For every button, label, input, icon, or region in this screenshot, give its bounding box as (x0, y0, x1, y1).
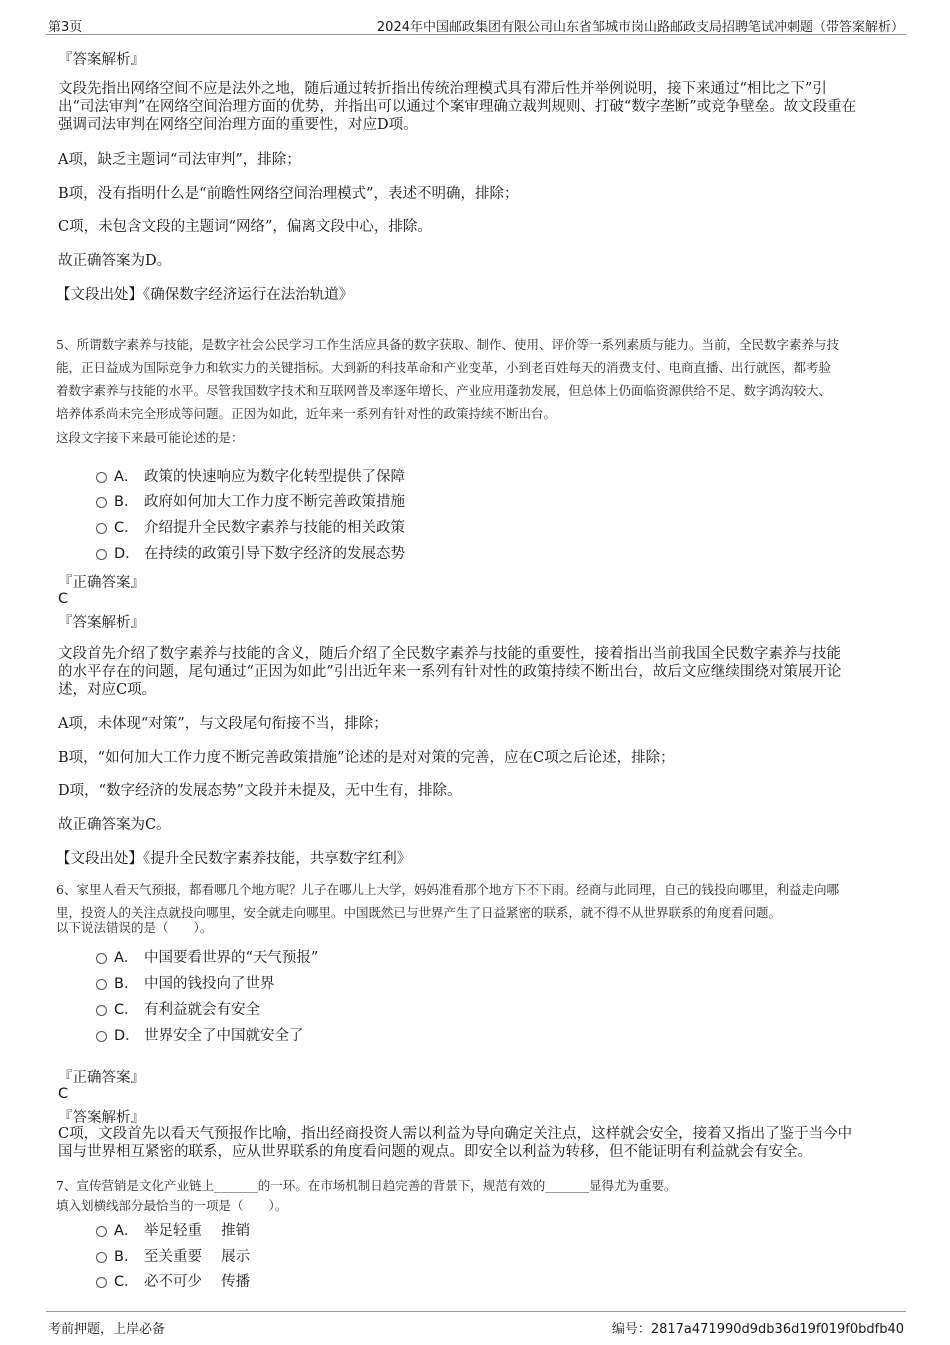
option-label: B． (114, 1249, 139, 1265)
radio-button[interactable] (96, 979, 107, 990)
radio-button[interactable] (96, 549, 107, 560)
radio-button[interactable] (96, 1277, 107, 1288)
correct-answer-label: 『正确答案』 (58, 1070, 145, 1086)
option-label: D． (114, 546, 140, 562)
document-title: 2024年中国邮政集团有限公司山东省邹城市岗山路邮政支局招聘笔试冲刺题（带答案解析） (376, 20, 904, 35)
option-label: B． (114, 494, 139, 510)
q7-stem: 7、宣传营销是文化产业链上_______的一环。在市场机制日趋完善的背景下，规范有效的_______显得尤为重要。 (56, 1178, 677, 1193)
q5-answer: C (58, 591, 69, 607)
text-line: 里，投资人的关注点就投向哪里，安全就走向哪里。中国既然已与世界产生了日益紧密的联系，就不得不从世界联系的角度看问题。 (56, 905, 782, 920)
q7-question: 填入划横线部分最恰当的一项是（ ）。 (56, 1198, 288, 1213)
radio-button[interactable] (96, 1031, 107, 1042)
text-line: 着数字素养与技能的水平。尽管我国数字技术和互联网普及率逐年增长、产业应用蓬勃发展，但总体上仍面临资源供给不足、数字鸿沟较大、 (56, 383, 832, 398)
option-text: 举足轻重 推销 (144, 1223, 251, 1239)
radio-button[interactable] (96, 523, 107, 534)
option-label: D． (114, 1028, 140, 1044)
option-text: 政策的快速响应为数字化转型提供了保障 (144, 469, 405, 485)
option-label: A． (114, 950, 139, 966)
q4-option-c-note: C项，未包含文段的主题词“网络”，偏离文段中心，排除。 (58, 219, 432, 235)
option-text: 至关重要 展示 (144, 1249, 251, 1265)
q6-option-b[interactable] (96, 972, 596, 992)
q5-option-d-note: D项，“数字经济的发展态势”文段并未提及，无中生有，排除。 (58, 783, 462, 799)
text-line: 述，对应C项。 (58, 682, 157, 698)
correct-answer-label: 『正确答案』 (58, 575, 145, 591)
radio-button[interactable] (96, 1252, 107, 1263)
q6-analysis (58, 1125, 894, 1161)
q5-question: 这段文字接下来最可能论述的是： (56, 430, 244, 445)
q6-option-d[interactable] (96, 1024, 596, 1044)
page-number: 第3页 (48, 20, 83, 35)
q4-analysis (58, 80, 894, 134)
q6-option-c[interactable] (96, 998, 596, 1018)
text-line: 出“司法审判”在网络空间治理方面的优势，并指出可以通过个案审理确立裁判规则、打破“数字垄断”或竞争壁垒。故文段重在 (58, 99, 857, 115)
option-label: A． (114, 469, 139, 485)
q4-source: 【文段出处】《确保数字经济运行在法治轨道》 (56, 287, 354, 303)
page-header (46, 14, 906, 35)
q6-stem (56, 878, 896, 924)
option-text: 必不可少 传播 (144, 1274, 251, 1290)
radio-button[interactable] (96, 1005, 107, 1016)
option-text: 中国的钱投向了世界 (144, 976, 275, 992)
option-label: C． (114, 1274, 139, 1290)
text-line: 5、所谓数字素养与技能，是数字社会公民学习工作生活应具备的数字获取、制作、使用、评价等一系列素质与能力。当前，全民数字素养与技 (56, 337, 839, 352)
q6-answer: C (58, 1086, 69, 1102)
q7-option-c[interactable] (96, 1270, 596, 1290)
analysis-label: 『答案解析』 (58, 615, 145, 631)
q6-question: 以下说法错误的是（ ）。 (56, 920, 213, 935)
text-line: C项，文段首先以看天气预报作比喻，指出经商投资人需以利益为导向确定关注点，这样就会安全，接着又指出了鉴于当今中 (58, 1126, 853, 1142)
text-line: 培养体系尚未完全形成等问题。正因为如此，近年来一系列有针对性的政策持续不断出台。 (56, 406, 557, 421)
q5-option-b-note: B项，“如何加大工作力度不断完善政策措施”论述的是对对策的完善，应在C项之后论述，排除； (58, 750, 675, 766)
option-text: 有利益就会有安全 (144, 1002, 260, 1018)
option-text: 在持续的政策引导下数字经济的发展态势 (144, 546, 405, 562)
document-id: 编号：2817a471990d9db36d19f019f0bdfb40 (611, 1322, 904, 1337)
q5-option-a-note: A项，未体现“对策”，与文段尾句衔接不当，排除； (58, 716, 388, 732)
option-text: 世界安全了中国就安全了 (144, 1028, 304, 1044)
q7-option-a[interactable] (96, 1219, 596, 1239)
option-text: 介绍提升全民数字素养与技能的相关政策 (144, 520, 405, 536)
radio-button[interactable] (96, 472, 107, 483)
radio-button[interactable] (96, 1226, 107, 1237)
q5-option-b[interactable] (96, 490, 596, 510)
text-line: 国与世界相互紧密的联系，应从世界联系的角度看问题的观点。即安全以利益为转移，但不能证明有利益就会有安全。 (58, 1144, 812, 1160)
option-text: 中国要看世界的“天气预报” (144, 950, 319, 966)
q5-stem (56, 333, 896, 425)
text-line: 强调司法审判在网络空间治理方面的重要性，对应D项。 (58, 117, 418, 133)
q4-option-a-note: A项，缺乏主题词“司法审判”，排除； (58, 152, 301, 168)
radio-button[interactable] (96, 497, 107, 508)
text-line: 6、家里人看天气预报，都看哪几个地方呢？儿子在哪儿上大学，妈妈准看那个地方下不下雨。经商与此同理，自己的钱投向哪里，利益走向哪 (56, 882, 839, 897)
option-label: A． (114, 1223, 139, 1239)
option-label: C． (114, 1002, 139, 1018)
q5-option-d[interactable] (96, 542, 596, 562)
q5-source: 【文段出处】《提升全民数字素养技能，共享数字红利》 (56, 851, 412, 867)
footer-slogan: 考前押题，上岸必备 (48, 1322, 166, 1337)
q4-option-b-note: B项，没有指明什么是“前瞻性网络空间治理模式”，表述不明确，排除； (58, 186, 519, 202)
text-line: 的水平存在的问题，尾句通过“正因为如此”引出近年来一系列有针对性的政策持续不断出台，故后文应继续围绕对策展开论 (58, 664, 842, 680)
q5-option-c[interactable] (96, 516, 596, 536)
analysis-label: 『答案解析』 (58, 52, 145, 68)
q5-conclusion: 故正确答案为C。 (58, 817, 171, 833)
text-line: 能，正日益成为国际竞争力和软实力的关键指标。大到新的科技革命和产业变革，小到老百姓每天的消费支付、电商直播、出行就医，都考验 (56, 360, 832, 375)
option-text: 政府如何加大工作力度不断完善政策措施 (144, 494, 405, 510)
q5-option-a[interactable] (96, 465, 596, 485)
option-label: C． (114, 520, 139, 536)
radio-button[interactable] (96, 953, 107, 964)
analysis-label: 『答案解析』 (58, 1110, 145, 1126)
text-line: 文段先指出网络空间不应是法外之地，随后通过转折指出传统治理模式具有滞后性并举例说明，接下来通过“相比之下”引 (58, 81, 827, 97)
q6-option-a[interactable] (96, 946, 596, 966)
q5-analysis (58, 645, 894, 699)
option-label: B． (114, 976, 139, 992)
q4-conclusion: 故正确答案为D。 (58, 253, 172, 269)
text-line: 文段首先介绍了数字素养与技能的含义，随后介绍了全民数字素养与技能的重要性，接着指出当前我国全民数字素养与技能 (58, 646, 841, 662)
page-footer (46, 1311, 906, 1336)
q7-option-b[interactable] (96, 1245, 596, 1265)
